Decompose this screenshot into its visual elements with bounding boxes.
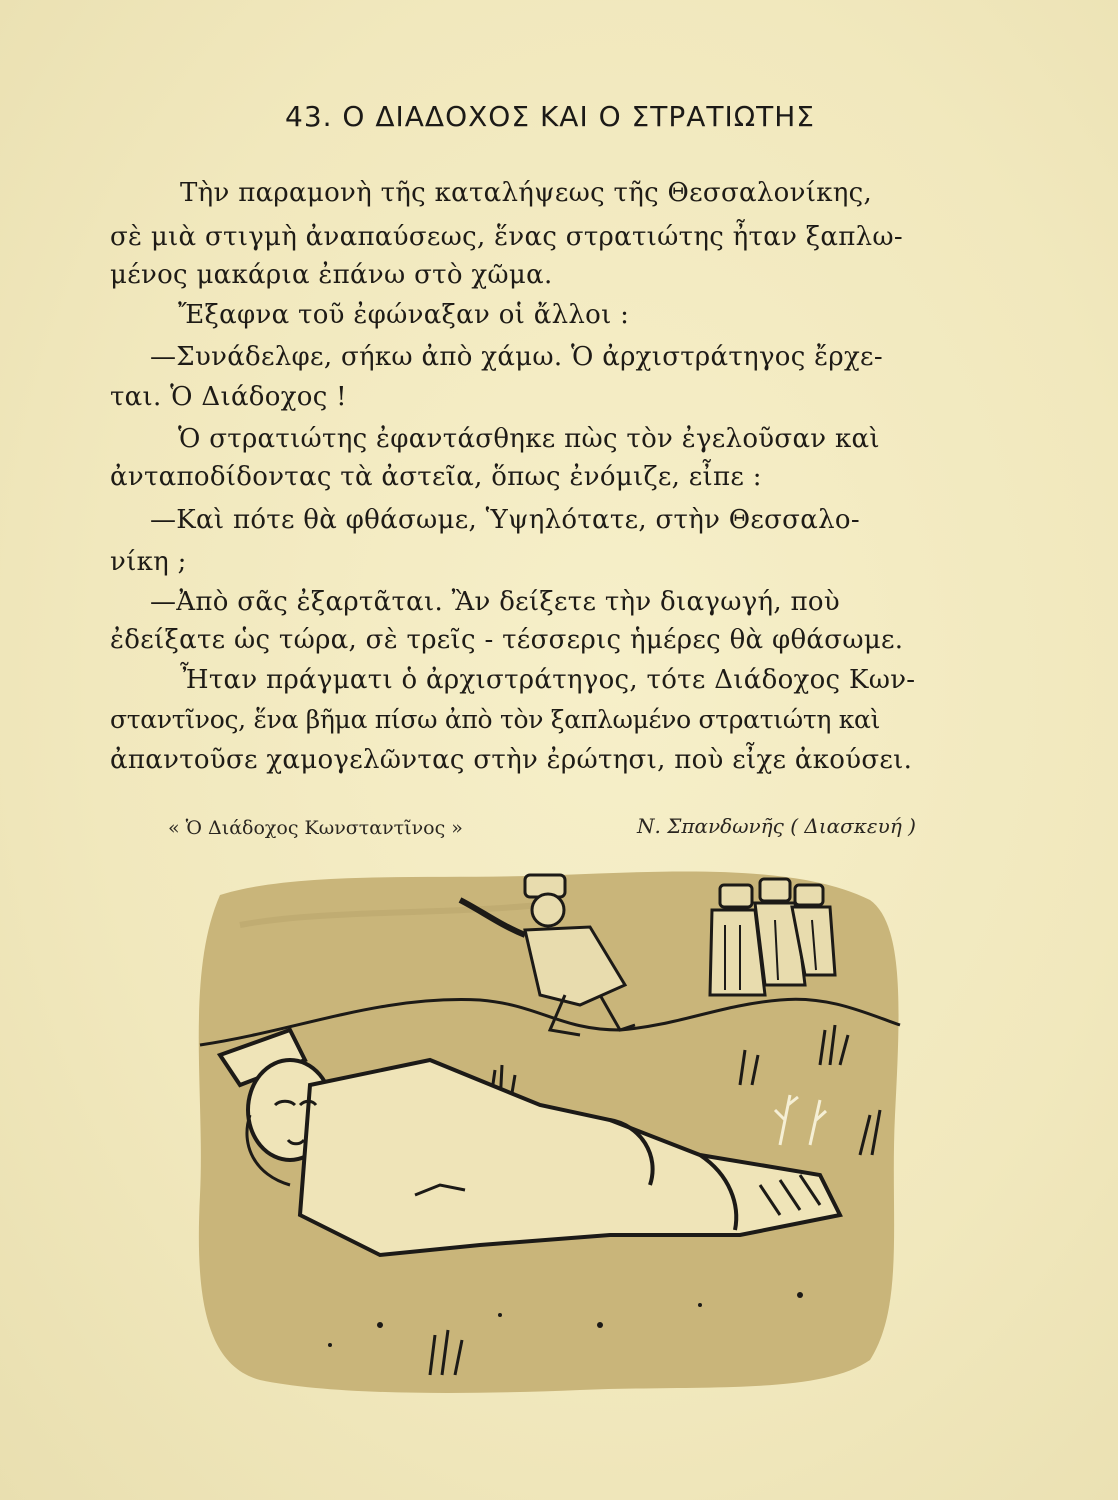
text-line: ται. Ὁ Διάδοχος ! <box>110 382 347 412</box>
text-line: Τὴν παραμονὴ τῆς καταλήψεως τῆς Θεσσαλονίκης, <box>180 178 873 208</box>
text-line: ἀνταποδίδοντας τὰ ἀστεῖα, ὅπως ἐνόμιζε, εἶπε : <box>110 462 762 492</box>
soldier-resting-illustration-icon <box>180 855 910 1400</box>
text-line: σὲ μιὰ στιγμὴ ἀναπαύσεως, ἕνας στρατιώτης ἦταν ξαπλω- <box>110 222 903 252</box>
text-line: ἐδείξατε ὡς τώρα, σὲ τρεῖς - τέσσερις ἡμέρες θὰ φθάσωμε. <box>110 625 904 655</box>
chapter-title: 43. Ο ΔΙΑΔΟΧΟΣ ΚΑΙ Ο ΣΤΡΑΤΙΩΤΗΣ <box>285 100 815 133</box>
text-line: Ἔξαφνα τοῦ ἐφώναξαν οἱ ἄλλοι : <box>178 300 630 330</box>
author-credit: Ν. Σπανδωνῆς ( Διασκευή ) <box>637 814 916 838</box>
text-line: ἀπαντοῦσε χαμογελῶντας στὴν ἐρώτησι, ποὺ εἶχε ἀκούσει. <box>110 745 913 775</box>
text-line: —Καὶ πότε θὰ φθάσωμε, Ὑψηλότατε, στὴν Θεσσαλο- <box>150 505 860 535</box>
text-line: —Συνάδελφε, σήκω ἀπὸ χάμω. Ὁ ἀρχιστράτηγος ἔρχε- <box>150 342 883 372</box>
source-citation: « Ὁ Διάδοχος Κωνσταντῖνος » <box>168 817 463 839</box>
text-line: —Ἀπὸ σᾶς ἐξαρτᾶται. Ἂν δείξετε τὴν διαγωγή, ποὺ <box>150 587 840 617</box>
woodcut-illustration <box>180 855 910 1400</box>
text-line: σταντῖνος, ἕνα βῆμα πίσω ἀπὸ τὸν ξαπλωμένο στρατιώτη καὶ <box>110 705 881 734</box>
text-line: Ἦταν πράγματι ὁ ἀρχιστράτηγος, τότε Διάδοχος Κων- <box>180 665 916 695</box>
text-line: Ὁ στρατιώτης ἐφαντάσθηκε πὼς τὸν ἐγελοῦσαν καὶ <box>178 424 880 454</box>
text-line: νίκη ; <box>110 547 187 577</box>
text-line: μένος μακάρια ἐπάνω στὸ χῶμα. <box>110 260 553 290</box>
